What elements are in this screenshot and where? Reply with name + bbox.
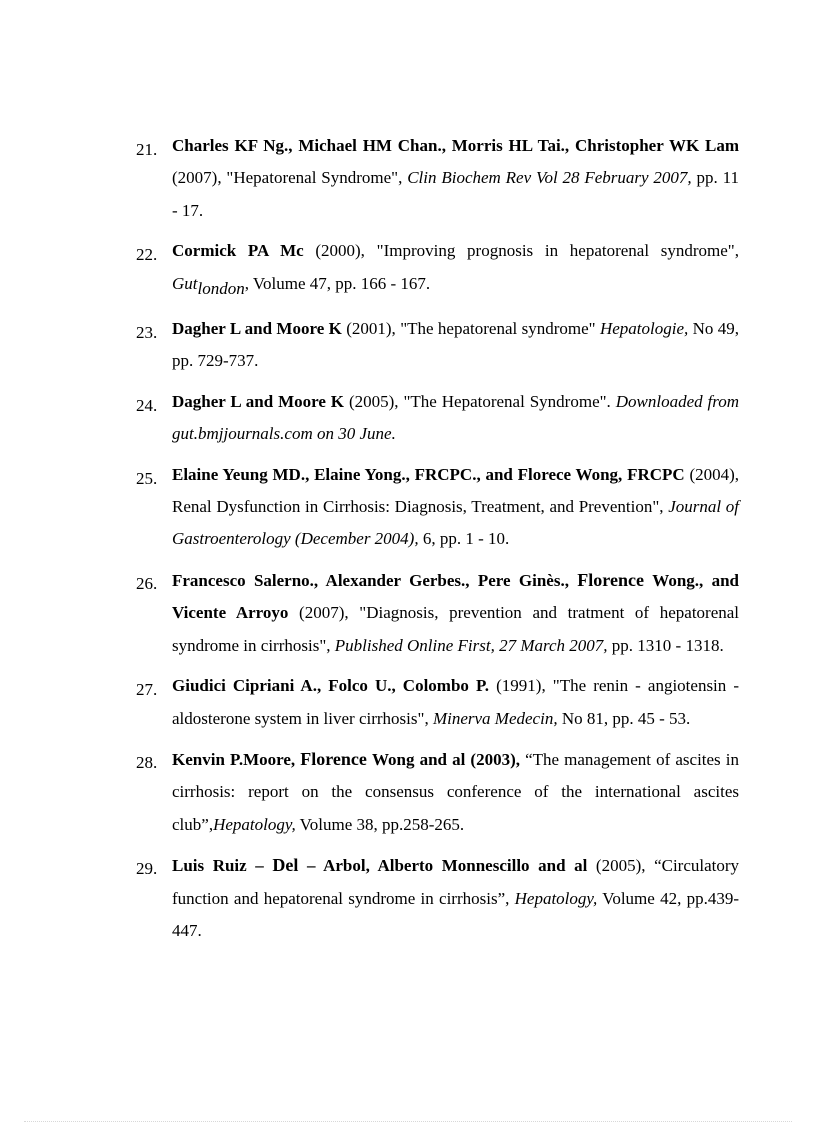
reference-authors: Charles KF Ng., Michael HM Chan., Morris HL Tai., Christopher WK Lam xyxy=(172,136,739,155)
reference-journal: Downloaded from gut.bmjjournals.com on 30 June. xyxy=(172,391,740,444)
reference-authors: Giudici Cipriani A., Folco U., Colombo P. xyxy=(172,676,490,696)
reference-item xyxy=(0,743,739,841)
reference-title: "Diagnosis, prevention and tratment of hepatorenal syndrome in cirrhosis", xyxy=(172,603,740,655)
reference-number: 21. xyxy=(136,140,158,159)
reference-details: 6, pp. 1 - 10. xyxy=(422,529,510,549)
reference-authors-emphasis: Florence xyxy=(300,748,367,769)
reference-item xyxy=(0,313,739,378)
reference-authors: Kenvin P.Moore, xyxy=(172,749,296,769)
reference-number: 24. xyxy=(136,395,158,415)
reference-item xyxy=(0,670,739,735)
reference-authors: Dagher L and Moore K xyxy=(172,391,345,411)
reference-authors-emphasis: Florence xyxy=(577,569,644,590)
reference-year: (1991), xyxy=(496,676,546,696)
reference-list xyxy=(0,130,816,955)
reference-journal: Minerva Medecin, xyxy=(432,708,558,728)
reference-title: “Circulatory function and hepatorenal syndrome in cirrhosis”, xyxy=(172,856,740,908)
reference-number: 22. xyxy=(136,245,158,265)
page-bottom-divider xyxy=(24,1121,792,1122)
reference-authors: Luis Ruiz – xyxy=(172,856,264,876)
reference-authors: Francesco Salerno., Alexander Gerbes., Pere Ginès., xyxy=(172,570,569,590)
reference-authors: – Arbol, Alberto Monnescillo and al xyxy=(306,856,588,876)
reference-number: 25. xyxy=(136,468,158,488)
reference-year: (2005), xyxy=(348,391,399,411)
reference-year: (2004), xyxy=(689,464,740,484)
reference-title: "The hepatorenal syndrome" xyxy=(400,319,596,339)
reference-journal: Hepatology, xyxy=(514,888,598,908)
reference-journal: Published Online First, 27 March 2007, xyxy=(334,635,608,655)
reference-authors: Wong and al xyxy=(371,749,466,769)
reference-number: 26. xyxy=(136,573,158,593)
reference-number: 28. xyxy=(136,752,158,772)
reference-year: (2005), xyxy=(595,856,646,876)
reference-authors: Elaine Yeung MD., Elaine Yong., FRCPC., and Florece Wong, FRCPC xyxy=(172,464,685,484)
reference-details: pp. 1310 - 1318. xyxy=(611,635,724,655)
reference-journal: Hepatologie, xyxy=(599,319,689,339)
reference-number: 27. xyxy=(136,680,158,700)
reference-item xyxy=(0,459,739,556)
reference-title: "Improving prognosis in hepatorenal syndrome", xyxy=(376,241,740,261)
reference-title: "The Hepatorenal Syndrome". xyxy=(403,391,611,411)
reference-authors: Dagher L and Moore K xyxy=(172,319,342,339)
reference-journal-subscript: london xyxy=(197,278,245,298)
reference-title: Renal Dysfunction in Cirrhosis: Diagnosis, Treatment, and Prevention", xyxy=(172,497,664,517)
reference-number: 29. xyxy=(136,859,158,879)
reference-item xyxy=(0,386,739,451)
reference-year: (2000), xyxy=(315,241,365,261)
reference-journal: Clin Biochem Rev Vol 28 February 2007, xyxy=(407,168,692,188)
reference-details: No 81, pp. 45 - 53. xyxy=(561,708,691,728)
reference-journal: Journal of Gastroenterology (December 2004), xyxy=(172,497,740,549)
reference-authors: Cormick PA Mc xyxy=(172,241,304,261)
reference-item xyxy=(0,130,739,227)
reference-title: “The management of ascites in cirrhosis: report on the consensus conference of the international ascites club”, xyxy=(172,749,739,834)
reference-details: Volume 38, pp.258-265. xyxy=(299,814,465,834)
reference-item xyxy=(0,564,739,662)
reference-year: (2001), xyxy=(346,319,396,339)
reference-journal: Gut xyxy=(172,273,198,293)
reference-details: pp. 11 - 17. xyxy=(172,168,739,220)
reference-year: (2007), xyxy=(299,603,349,623)
reference-year: (2003), xyxy=(470,749,520,769)
reference-year: (2007), xyxy=(172,168,222,188)
reference-journal: Hepatology, xyxy=(213,814,296,834)
reference-details: , Volume 47, pp. 166 - 167. xyxy=(244,273,431,293)
reference-authors-emphasis: Del xyxy=(272,855,299,876)
reference-number: 23. xyxy=(136,323,158,343)
reference-details: Volume 42, pp.439- 447. xyxy=(172,888,739,940)
reference-authors: Wong., and Vicente Arroyo xyxy=(172,570,740,623)
reference-title: "The renin - angiotensin - aldosterone system in liver cirrhosis", xyxy=(172,676,739,728)
reference-details: No 49, pp. 729-737. xyxy=(172,319,740,371)
reference-title: "Hepatorenal Syndrome", xyxy=(226,168,403,188)
reference-item xyxy=(0,235,739,305)
reference-item xyxy=(0,849,739,947)
